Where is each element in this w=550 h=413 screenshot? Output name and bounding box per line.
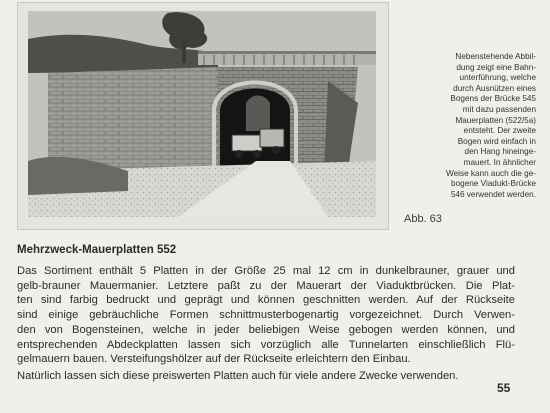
caption-line: Mauerplatten (522/5a) — [455, 115, 536, 125]
figure-frame — [17, 2, 389, 230]
figure-caption — [396, 52, 536, 200]
caption-line: den Hang hineinge- — [464, 147, 536, 157]
caption-line: Weise kann auch die ge- — [446, 168, 536, 178]
caption-line: durch Ausnützen eines — [453, 83, 536, 93]
caption-line: mauert. In ähnlicher — [463, 157, 536, 167]
caption-line: mit dazu passenden — [462, 104, 536, 114]
caption-line: bogene Viadukt-Brücke — [451, 179, 536, 189]
caption-line: unterführung, welche — [459, 73, 536, 83]
body-line: entsprechenden Abdeckplatten lassen sich vorzüglich alle Tunnelarten einschließlich Flü- — [17, 338, 515, 351]
body-line: gelb-brauner Mauermanier. Letztere paßt zu der Mauerart der Viaduktbrücken. Die Plat- — [17, 279, 515, 292]
page-number: 55 — [497, 381, 511, 395]
section-heading: Mehrzweck-Mauerplatten 552 — [17, 244, 177, 256]
body-line: ten sind farbig bedruckt und geprägt und können geschnitten werden. Auf der Rückseite — [17, 294, 515, 307]
figure-label: Abb. 63 — [404, 213, 442, 225]
caption-line: Nebenstehende Abbil- — [455, 52, 536, 61]
body-line: Das Sortiment enthält 5 Platten in der Größe 25 mal 12 cm in dunkelbrauner, grauer und — [17, 265, 515, 277]
caption-line: Bogens der Brücke 545 — [450, 94, 536, 104]
caption-line: entsteht. Der zweite — [463, 126, 536, 136]
body-line: gelmauern bauen. Versteifungshölzer auf der Rückseite erleichtern den Einbau. — [17, 353, 411, 366]
body-text — [17, 264, 515, 384]
figure-photo — [28, 11, 376, 217]
body-line: sind einige gebräuchliche Formen schnittmusterbogenartig vorgezeichnet. Durch Verwen- — [17, 309, 515, 322]
caption-line: Bogen wird einfach in — [457, 136, 536, 146]
caption-line: 546 verwendet werden. — [450, 189, 536, 199]
body-line: Natürlich lassen sich diese preiswerten Platten auch für viele andere Zwecke verwenden. — [17, 369, 459, 382]
caption-line: dung zeigt eine Bahn- — [456, 62, 536, 72]
body-line: den von Bogensteinen, welche in jeder beliebigen Weise gebogen werden können, und — [17, 323, 515, 336]
railway-underpass-photo — [28, 11, 376, 217]
